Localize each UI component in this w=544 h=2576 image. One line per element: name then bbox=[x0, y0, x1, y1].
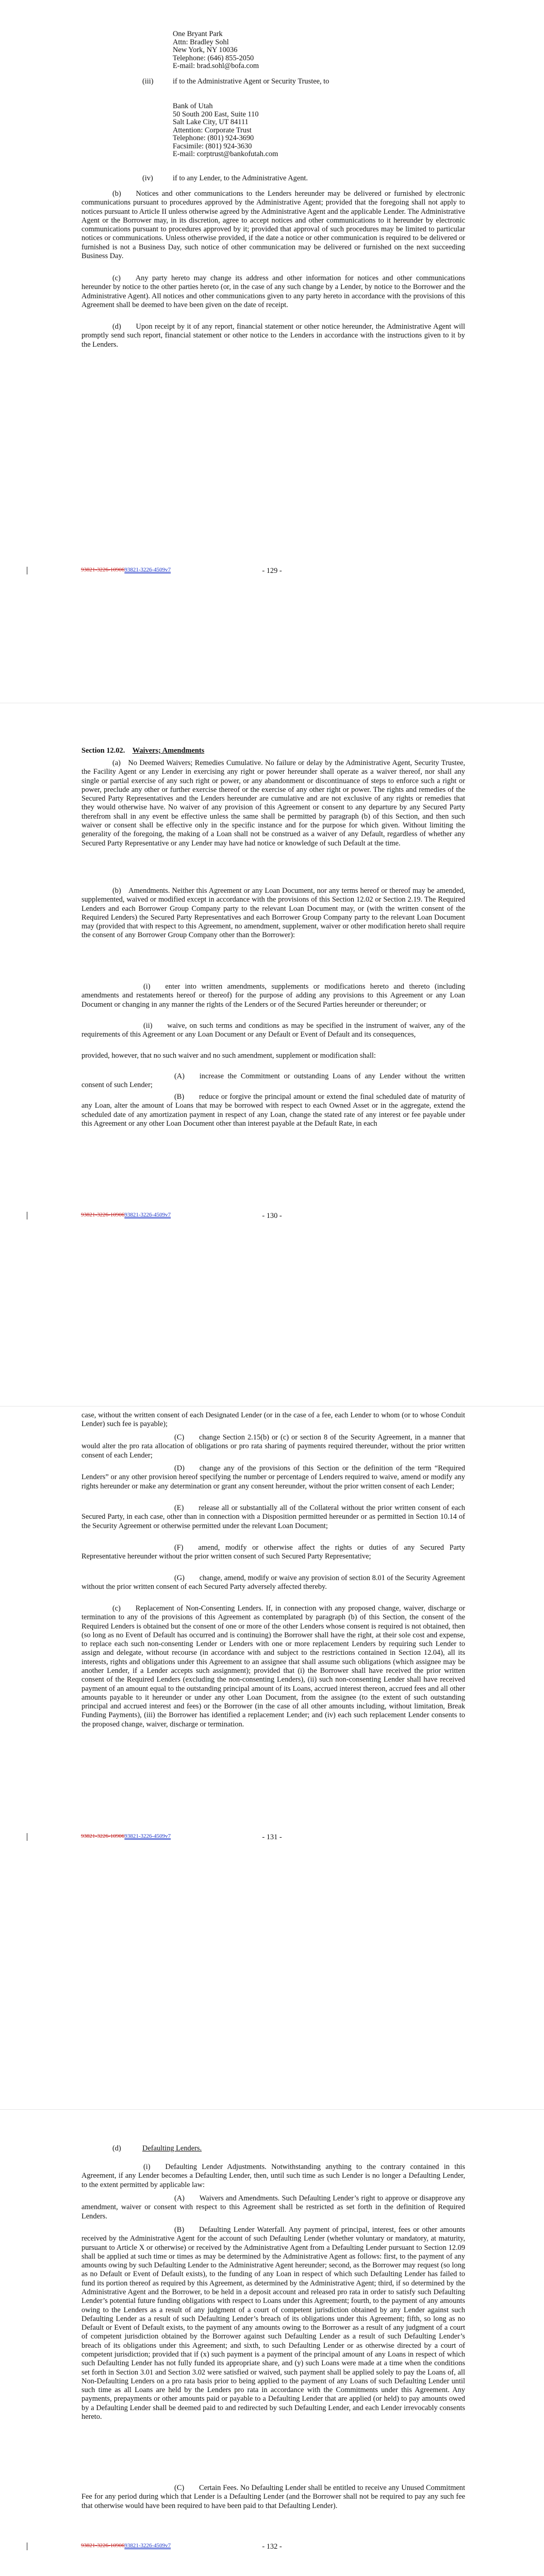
address-block-ops bbox=[173, 30, 259, 70]
paragraph-b: (b) Notices and other communications to the Lenders hereunder may be delivered or furnished by electronic communications pursuant to procedures approved by the Administrative Agent; provided that the foregoing shall not apply to notices pursuant to Article II unless otherwise agreed by the Administrative Agent and the applicable Lender. The Administrative Agent or the Borrower may, in its discretion, agree to accept notices and other communications to it hereunder by electronic communications pursuant to procedures approved by it; provided that approval of such procedures may be limited to particular notices or communications. Unless otherwise provided, if the date a notice or other communication is required to be delivered or furnished is not a Business Day, such notice of other communication may be delivered or furnished on the next succeeding Business Day. bbox=[81, 190, 465, 260]
clause-iii-text: if to the Administrative Agent or Security Trustee, to bbox=[173, 77, 329, 86]
clause-E: (E) release all or substantially all of the Collateral without the prior written consent of each Secured Party, in each case, other than in connection with a Disposition permitted hereunder or as permitted in Section 10.14 of the Security Agreement or otherwise permitted under the relevant Loan Document; bbox=[81, 1504, 465, 1530]
clause-B-continued: case, without the written consent of each Designated Lender (or in the case of a fee, each Lender to whom (or to whose Conduit Lender) such fee is payable); bbox=[81, 1411, 465, 1429]
clause-ii: (ii) waive, on such terms and conditions as may be specified in the instrument of waiver, any of the requirements of this Agreement or any Loan Document or any Default or Event of Default and its consequences, bbox=[81, 1022, 465, 1039]
address-line: Salt Lake City, UT 84111 bbox=[173, 118, 249, 126]
document-id-deleted: 93821-3226-10906 bbox=[81, 1833, 125, 1839]
document-id-deleted: 93821-3226-10906 bbox=[81, 2543, 125, 2549]
address-line: Attention: Corporate Trust bbox=[173, 126, 252, 134]
document-id-inserted: 93821-3226-4509v7 bbox=[124, 1833, 171, 1839]
section-number: Section 12.02. bbox=[81, 747, 125, 755]
clause-B: (B) Defaulting Lender Waterfall. Any payment of principal, interest, fees or other amounts received by the Administrative Agent for the account of such Defaulting Lender (whether voluntary or mandatory, at maturity, pursuant to Article X or otherwise) or received by the Administrative Agent from a Defaulting Lender pursuant to Section 12.09 shall be applied at such time or times as may be determined by the Administrative Agent as follows: first, to the payment of any amounts owing by such Defaulting Lender to the Administrative Agent hereunder; second, as the Borrower may request (so long as no Default or Event of Default exists), to the funding of any Loan in respect of which such Defaulting Lender has failed to fund its portion thereof as required by this Agreement, as determined by the Administrative Agent; third, if so determined by the Administrative Agent and the Borrower, to be held in a deposit account and released pro rata in order to satisfy such Defaulting Lender’s potential future funding obligations with respect to Loans under this Agreement; fourth, to the payment of any amounts owing to the Lenders as a result of any judgment of a court of competent jurisdiction obtained by any Lender against such Defaulting Lender as a result of such Defaulting Lender’s breach of its obligations under this Agreement; fifth, so long as no Default or Event of Default exists, to the payment of any amounts owing to the Borrower as a result of any judgment of a court of competent jurisdiction obtained by the Borrower against such Defaulting Lender as a result of such Defaulting Lender’s breach of its obligations under this Agreement; and sixth, to such Defaulting Lender or as otherwise directed by a court of competent jurisdiction; provided that if (x) such payment is a payment of the principal amount of any Loans in respect of which such Defaulting Lender has not fully funded its appropriate share, and (y) such Loans were made at a time when the conditions set forth in Section 3.01 and Section 3.02 were satisfied or waived, such payment shall be applied solely to pay the Loans of, all Non-Defaulting Lenders on a pro rata basis prior to being applied to the payment of any Loans of such Defaulting Lender until such time as all Loans are held by the Lenders pro rata in accordance with the Commitments under this Agreement. Any payments, prepayments or other amounts paid or payable to a Defaulting Lender that are applied (or held) to pay amounts owed by a Defaulting Lender shall be deemed paid to and redirected by such Defaulting Lender, and each Lender irrevocably consents hereto. bbox=[81, 2226, 465, 2421]
paragraph-b: (b) Amendments. Neither this Agreement or any Loan Document, nor any terms hereof or thereof may be amended, supplemented, waived or modified except in accordance with the provisions of this Section 12.02 or Section 2.19. The Required Lenders and each Borrower Group Company party to the relevant Loan Document may, or (with the written consent of the Required Lenders) the Secured Party Representatives and each Borrower Group Company party to the relevant Loan Document may (provided that with respect to this Agreement, no amendment, supplement, waiver or other modification hereto shall require the consent of any Borrower Group Company other than the Borrower): bbox=[81, 887, 465, 940]
page-131 bbox=[0, 1406, 544, 2110]
address-line: Bank of Utah bbox=[173, 102, 213, 110]
page-number: - 130 - bbox=[262, 1212, 282, 1220]
clause-C: (C) Certain Fees. No Defaulting Lender shall be entitled to receive any Unused Commitment Fee for any period during which that Lender is a Defaulting Lender (and the Borrower shall not be required to pay any such fee that otherwise would have been required to have been paid to that Defaulting Lender). bbox=[81, 2484, 465, 2510]
address-line: Attn: Bradley Sohl bbox=[173, 38, 229, 46]
clause-A: (A) Waivers and Amendments. Such Defaulting Lender’s right to approve or disapprove any amendment, waiver or consent with respect to this Agreement shall be restricted as set forth in the definition of Required Lenders. bbox=[81, 2194, 465, 2221]
clause-i: (i) enter into written amendments, supplements or modifications hereto and thereto (including amendments and restatements hereof or thereof) for the purpose of adding any provisions to this Agreement or any Loan Document or changing in any manner the rights of the Lenders or of the Secured Parties hereunder or thereunder; or bbox=[81, 982, 465, 1009]
paragraph-c: (c) Any party hereto may change its address and other information for notices and other communications hereunder by notice to the other parties hereto (or, in the case of any such change by a Lender, by notice to the Borrower and the Administrative Agent). All notices and other communications given to any party hereto in accordance with the provisions of this Agreement shall be deemed to have been given on the date of receipt. bbox=[81, 274, 465, 309]
document-id-inserted: 93821-3226-4509v7 bbox=[124, 1212, 171, 1218]
section-heading bbox=[81, 747, 465, 755]
address-line: E-mail: corptrust@bankofutah.com bbox=[173, 150, 278, 158]
paragraph-d: (d) Upon receipt by it of any report, financial statement or other notice hereunder, the Administrative Agent will promptly send such report, financial statement or other notice to the Lenders in accordance with the instructions given to it by the Lenders. bbox=[81, 323, 465, 349]
page-footer bbox=[0, 1212, 544, 1222]
clause-C: (C) change Section 2.15(b) or (c) or section 8 of the Security Agreement, in a manner that would alter the pro rata allocation of obligations or pro rata sharing of payments required thereunder, without the prior written consent of each Lender; bbox=[81, 1433, 465, 1460]
page-number: - 132 - bbox=[262, 2543, 282, 2551]
address-line: Facsimile: (801) 924-3630 bbox=[173, 142, 252, 150]
page-footer bbox=[0, 1833, 544, 1843]
proviso: provided, however, that no such waiver and no such amendment, supplement or modification shall: bbox=[81, 1052, 376, 1060]
address-line: 50 South 200 East, Suite 110 bbox=[173, 110, 259, 118]
clause-A: (A) increase the Commitment or outstanding Loans of any Lender without the written consent of such Lender; bbox=[81, 1072, 465, 1090]
clause-G: (G) change, amend, modify or waive any provision of section 8.01 of the Security Agreement without the prior written consent of each Secured Party adversely affected thereby. bbox=[81, 1574, 465, 1591]
page-number: - 131 - bbox=[262, 1833, 282, 1841]
paragraph-a: (a) No Deemed Waivers; Remedies Cumulative. No failure or delay by the Administrative Agent, Security Trustee, the Facility Agent or any Lender in exercising any right or power hereunder shall operate as a waiver thereof, nor shall any single or partial exercise of any such right or power, or any abandonment or discontinuance of steps to enforce such a right or power, preclude any other or further exercise thereof or the exercise of any other right or power. The rights and remedies of the Secured Party Representatives and the Lenders hereunder are cumulative and are not exclusive of any rights or remedies that they would otherwise have. No waiver of any provision of this Agreement or consent to any departure by any Secured Party therefrom shall in any event be effective unless the same shall be permitted by paragraph (b) of this Section, and then such waiver or consent shall be effective only in the specific instance and for the purpose for which given. Without limiting the generality of the foregoing, the making of a Loan shall not be construed as a waiver of any Default, regardless of whether any Secured Party Representative or any Lender may have had notice or knowledge of such Default at the time. bbox=[81, 759, 465, 848]
page-footer bbox=[0, 567, 544, 577]
page-number: - 129 - bbox=[262, 567, 282, 575]
document-id-deleted: 93821-3226-10906 bbox=[81, 1212, 125, 1218]
clause-iv-label: (iv) bbox=[142, 174, 153, 182]
clause-iv-text: if to any Lender, to the Administrative Agent. bbox=[173, 174, 308, 182]
document-id-inserted: 93821-3226-4509v7 bbox=[124, 567, 171, 573]
document-id-deleted: 93821-3226-10906 bbox=[81, 567, 125, 573]
section-title: Waivers; Amendments bbox=[132, 747, 205, 755]
page-132 bbox=[0, 2110, 544, 2576]
page-footer bbox=[0, 2543, 544, 2553]
paragraph-d-heading: Defaulting Lenders. bbox=[142, 2144, 202, 2153]
paragraph-d-label: (d) bbox=[112, 2144, 121, 2153]
clause-D: (D) change any of the provisions of this Section or the definition of the term “Required Lenders” or any other provision hereof specifying the number or percentage of Lenders required to waive, amend or modify any rights hereunder or make any determination or grant any consent hereunder, without the prior written consent of each Lender; bbox=[81, 1464, 465, 1490]
page-130 bbox=[0, 703, 544, 1406]
address-line: Telephone: (801) 924-3690 bbox=[173, 134, 254, 142]
clause-i: (i) Defaulting Lender Adjustments. Notwithstanding anything to the contrary contained in this Agreement, if any Lender becomes a Defaulting Lender, then, until such time as such Lender is no longer a Defaulting Lender, to the extent permitted by applicable law: bbox=[81, 2163, 465, 2189]
address-line: New York, NY 10036 bbox=[173, 46, 238, 54]
page-129 bbox=[0, 0, 544, 703]
document-id-inserted: 93821-3226-4509v7 bbox=[124, 2543, 171, 2549]
clause-B: (B) reduce or forgive the principal amount or extend the final scheduled date of maturity of any Loan, alter the amount of Loans that may be borrowed with respect to each Owned Asset or in the aggregate, extend the scheduled date of any amortization payment in respect of any Loan, change the stated rate of any interest or fee payable under this Agreement or any other Loan Document other than interest payable at the Default Rate, in each bbox=[81, 1093, 465, 1128]
address-block-bank bbox=[173, 102, 278, 158]
paragraph-c: (c) Replacement of Non-Consenting Lenders. If, in connection with any proposed change, waiver, discharge or termination to any of the provisions of this Agreement as contemplated by paragraph (b) of this Section, the consent of the Required Lenders is obtained but the consent of one or more of the other Lenders whose consent is required is not obtained, then (so long as no Event of Default has occurred and is continuing) the Borrower shall have the right, at their sole cost and expense, to replace each such non-consenting Lender or Lenders with one or more replacement Lenders by requiring such Lender to assign and delegate, without recourse (in accordance with and subject to the restrictions contained in Section 12.04), all its interests, rights and obligations under this Agreement to an assignee that shall assume such obligations (which assignee may be another Lender, if a Lender accepts such assignment); provided that (i) the Borrower shall have received the prior written consent of the Required Lenders (excluding the non-consenting Lenders), (ii) such non-consenting Lender shall have received payment of an amount equal to the outstanding principal amount of its Loans, accrued interest thereon, accrued fees and all other amounts payable to it hereunder or under any other Loan Document, from the assignee (to the extent of such outstanding principal and accrued interest and fees) or the Borrower (in the case of all other amounts including, without limitation, Break Funding Payments), (iii) the Borrower has identified a replacement Lender; and (iv) each such replacement Lender consents to the proposed change, waiver, discharge or termination. bbox=[81, 1604, 465, 1728]
address-line: Telephone: (646) 855-2050 bbox=[173, 54, 254, 62]
clause-F: (F) amend, modify or otherwise affect the rights or duties of any Secured Party Representative hereunder without the prior written consent of such Secured Party Representative; bbox=[81, 1544, 465, 1561]
address-line: One Bryant Park bbox=[173, 30, 223, 38]
address-line: E-mail: brad.sohl@bofa.com bbox=[173, 62, 259, 70]
clause-iii-label: (iii) bbox=[142, 77, 154, 86]
